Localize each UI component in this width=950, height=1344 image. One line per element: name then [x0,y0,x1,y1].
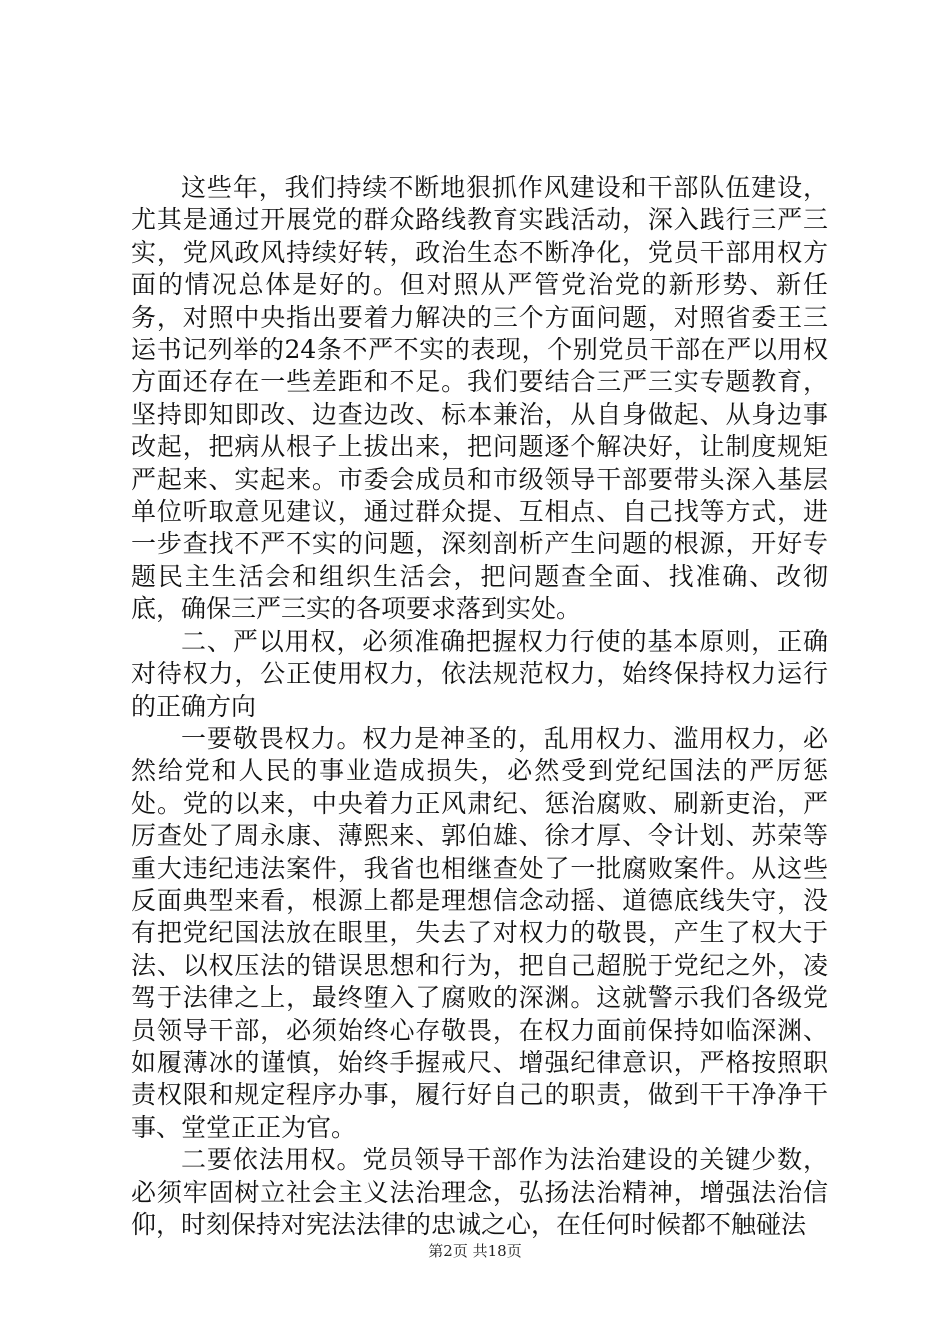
document-body [131,172,828,1241]
paragraph-revere-power: 一要敬畏权力。权力是神圣的，乱用权力、滥用权力，必然给党和人民的事业造成损失，必然受到党纪国法的严厉惩处。党的以来，中央着力正风肃纪、惩治腐败、刷新吏治，严厉查处了周永康、薄熙来、郭伯雄、徐才厚、令计划、苏荣等重大违纪违法案件，我省也相继查处了一批腐败案件。从这些反面典型来看，根源上都是理想信念动摇、道德底线失守，没有把党纪国法放在眼里，失去了对权力的敬畏，产生了权大于法、以权压法的错误思想和行为，把自己超脱于党纪之外，凌驾于法律之上，最终堕入了腐败的深渊。这就警示我们各级党员领导干部，必须始终心存敬畏，在权力面前保持如临深渊、如履薄冰的谨慎，始终手握戒尺、增强纪律意识，严格按照职责权限和规定程序办事，履行好自己的职责，做到干干净净干事、堂堂正正为官。 [131,723,828,1142]
paragraph-lawful-power: 二要依法用权。党员领导干部作为法治建设的关键少数，必须牢固树立社会主义法治理念，弘扬法治精神，增强法治信仰，时刻保持对宪法法律的忠诚之心，在任何时候都不触碰法 [131,1145,828,1239]
paragraph-intro: 这些年，我们持续不断地狠抓作风建设和干部队伍建设，尤其是通过开展党的群众路线教育实践活动，深入践行三严三实，党风政风持续好转，政治生态不断净化，党员干部用权方面的情况总体是好的。但对照从严管党治党的新形势、新任务，对照中央指出要着力解决的三个方面问题，对照省委王三运书记列举的24条不严不实的表现，个别党员干部在严以用权方面还存在一些差距和不足。我们要结合三严三实专题教育，坚持即知即改、边查边改、标本兼治，从自身做起、从身边事改起，把病从根子上拔出来，把问题逐个解决好，让制度规矩严起来、实起来。市委会成员和市级领导干部要带头深入基层单位听取意见建议，通过群众提、互相点、自己找等方式，进一步查找不严不实的问题，深刻剖析产生问题的根源，开好专题民主生活会和组织生活会，把问题查全面、找准确、改彻底，确保三严三实的各项要求落到实处。 [131,173,828,624]
page-number-footer: 第2页 共18页 [428,1242,522,1260]
section-heading: 二、严以用权，必须准确把握权力行使的基本原则，正确对待权力，公正使用权力，依法规范权力，始终保持权力运行的正确方向 [131,626,828,721]
